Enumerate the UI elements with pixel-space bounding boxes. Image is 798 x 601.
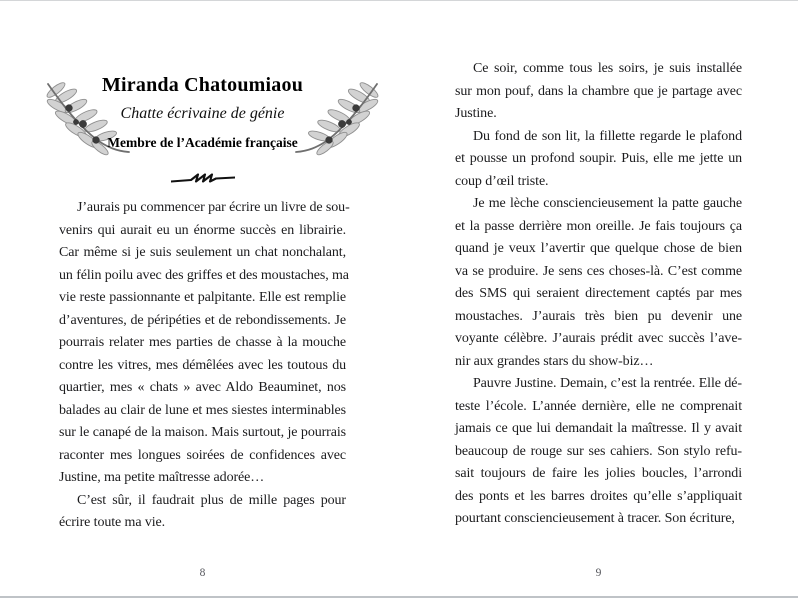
text-line: J’aurais pu commencer par écrire un livre de sou-: [77, 200, 350, 215]
text-line: C’est sûr, il faudrait plus de mille pages pour: [77, 492, 346, 508]
bottom-border: [0, 596, 798, 598]
text-line: Je me lèche consciencieusement la patte gauche: [473, 196, 742, 211]
text-line: d’aventures, de péripéties et de rebondissements. Je: [59, 312, 346, 328]
text-line: des ponts et les barres droites qu’elle s’appliquait: [455, 488, 742, 504]
text-line: Justine.: [455, 106, 497, 121]
left-page: [59, 0, 350, 598]
text-line: nir aux grandes stars du show-biz…: [455, 353, 654, 369]
right-page-number: 9: [595, 567, 602, 579]
text-line: sait toujours de faire les jolies boucles, l’arrondi: [455, 466, 742, 481]
text-line: va se produire. Je sens ces choses-là. C’est comme: [455, 263, 742, 279]
text-line: contre les vitres, mes démêlées avec les toutous du: [59, 357, 346, 373]
text-line: balades au clair de lune et mes siestes interminables: [59, 402, 346, 418]
text-line: beaucoup de rouge sur ses cahiers. Son stylo refu-: [455, 443, 742, 459]
text-line: Ce soir, comme tous les soirs, je suis installée: [473, 61, 742, 76]
text-line: voyante célèbre. J’aurais prédit avec succès l’ave-: [455, 331, 742, 346]
text-line: des SMS qui seraient directement captés par mes: [455, 286, 742, 301]
text-line: vie reste passionnante et palpitante. Elle est remplie: [59, 290, 346, 305]
text-line: teste l’école. L’année dernière, elle ne comprenait: [455, 398, 742, 414]
text-line: Car même si je suis seulement un chat nonchalant,: [59, 245, 346, 260]
author-name: Miranda Chatoumiaou: [101, 74, 304, 96]
text-line: moustaches. J’aurais très bien pu devenir une: [455, 308, 742, 324]
right-page: [455, 0, 742, 598]
squiggle-divider-icon: [171, 172, 235, 191]
text-line: et pousse un profond soupir. Puis, elle me jette un: [455, 151, 742, 166]
text-line: raconter mes longues soirées de confidences avec: [59, 447, 346, 463]
left-page-text: [59, 197, 350, 535]
text-line: un félin poilu avec des griffes et des moustaches, ma: [59, 267, 349, 283]
text-line: Du fond de son lit, la fillette regarde le plafond: [473, 128, 742, 144]
author-subtitle: Chatte écrivaine de génie: [120, 105, 285, 122]
text-line: jamais ce que lui demandait la maîtresse. Il y avait: [455, 421, 742, 436]
text-line: coup d’œil triste.: [455, 173, 549, 189]
text-line: Pauvre Justine. Demain, c’est la rentrée. Elle dé-: [473, 376, 742, 391]
text-line: venirs qui aurait eu un énorme succès en librairie.: [59, 222, 346, 238]
text-line: quand je veux l’avertir que quelque chose de bien: [455, 241, 742, 256]
left-page-number: 8: [199, 567, 206, 579]
text-line: pourrais relater mes parties de chasse à la mouche: [59, 335, 346, 350]
text-line: quartier, mes « chats » avec Aldo Beauminet, nos: [59, 380, 346, 395]
text-line: Justine, ma petite maîtresse adorée…: [59, 470, 265, 485]
text-line: et la passe derrière mon oreille. Je fais toujours ça: [455, 218, 742, 234]
author-affiliation: Membre de l’Académie française: [107, 135, 298, 150]
text-line: pourtant consciencieusement à tracer. Son écriture,: [455, 511, 735, 526]
text-line: sur le canapé de la maison. Mais surtout, je pourrais: [59, 425, 346, 440]
text-line: sur mon pouf, dans la chambre que je partage avec: [455, 83, 742, 99]
text-line: écrire toute ma vie.: [59, 515, 166, 530]
right-page-text: [455, 58, 742, 531]
